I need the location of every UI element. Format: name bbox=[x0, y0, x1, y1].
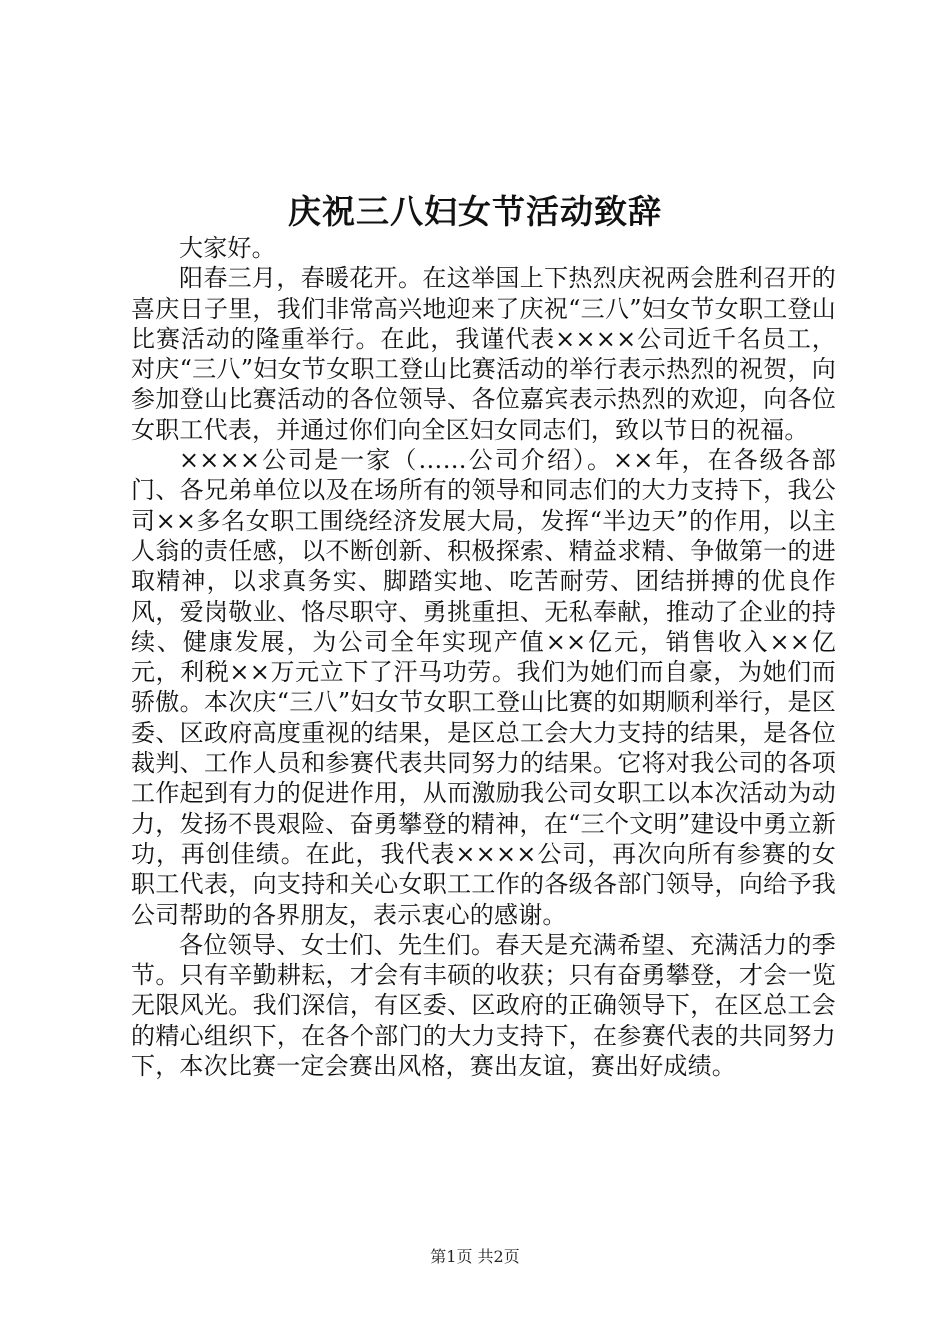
paragraph-greeting: 大家好。 bbox=[179, 234, 276, 262]
document-title: 庆祝三八妇女节活动致辞 bbox=[288, 192, 662, 231]
paragraph-company: ××××公司是一家（……公司介绍）。××年，在各级各部门、各兄弟单位以及在场所有的领导和同志们的大力支持下，我公司××多名女职工围绕经济发展大局，发挥“半边天”的作用，以主人翁的责任感，以不断创新、积极探索、精益求精、争做第一的进取精神，以求真务实、脚踏实地、吃苦耐劳、团结拼搏的优良作风，爱岗敬业、恪尽职守、勇挑重担、无私奉献，推动了企业的持续、健康发展，为公司全年实现产值××亿元，销售收入××亿元，利税××万元立下了汗马功劳。我们为她们而自豪，为她们而骄傲。本次庆“三八”妇女节女职工登山比赛的如期顺利举行，是区委、区政府高度重视的结果，是区总工会大力支持的结果，是各位裁判、工作人员和参赛代表共同努力的结果。它将对我公司的各项工作起到有力的促进作用，从而激励我公司女职工以本次活动为动力，发扬不畏艰险、奋勇攀登的精神，在“三个文明”建设中勇立新功，再创佳绩。在此，我代表××××公司，再次向所有参赛的女职工代表，向支持和关心女职工工作的各级各部门领导，向给予我公司帮助的各界朋友，表示衷心的感谢。 bbox=[131, 446, 836, 929]
page-number-footer: 第1页 共2页 bbox=[430, 1247, 520, 1266]
document-body bbox=[131, 233, 836, 1081]
paragraph-closing: 各位领导、女士们、先生们。春天是充满希望、充满活力的季节。只有辛勤耕耘，才会有丰硕的收获；只有奋勇攀登，才会一览无限风光。我们深信，有区委、区政府的正确领导下，在区总工会的精心组织下，在各个部门的大力支持下，在参赛代表的共同努力下，本次比赛一定会赛出风格，赛出友谊，赛出好成绩。 bbox=[131, 930, 836, 1081]
paragraph-opening: 阳春三月，春暖花开。在这举国上下热烈庆祝两会胜利召开的喜庆日子里，我们非常高兴地迎来了庆祝“三八”妇女节女职工登山比赛活动的隆重举行。在此，我谨代表××××公司近千名员工，对庆“三八”妇女节女职工登山比赛活动的举行表示热烈的祝贺，向参加登山比赛活动的各位领导、各位嘉宾表示热烈的欢迎，向各位女职工代表，并通过你们向全区妇女同志们，致以节日的祝福。 bbox=[131, 264, 836, 444]
